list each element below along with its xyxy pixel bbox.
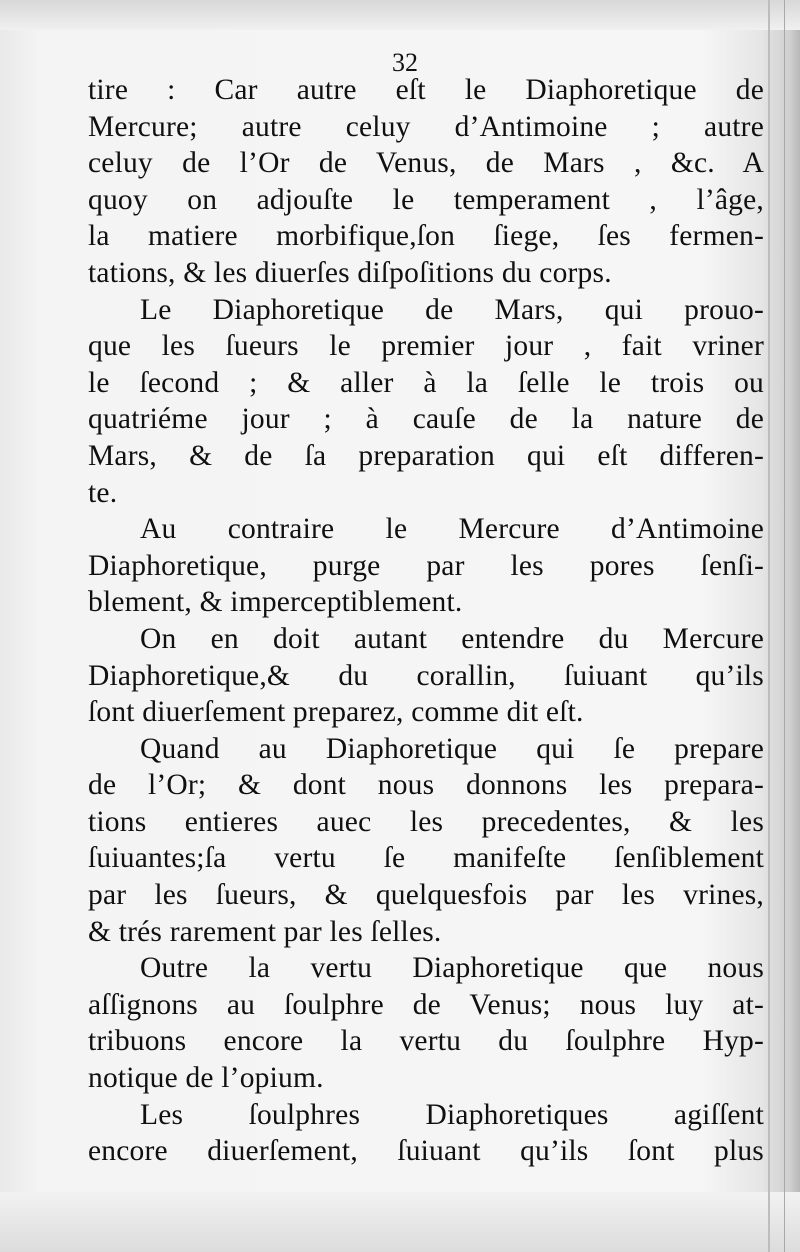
text-line: quoy on adjouſte le temperament , l’âge, bbox=[88, 183, 764, 216]
text-line: encore diuerſement, ſuiuant qu’ils ſont plus bbox=[88, 1135, 764, 1168]
text-line: tribuons encore la vertu du ſoulphre Hyp- bbox=[88, 1025, 764, 1058]
page-gutter-line bbox=[768, 0, 770, 1252]
text-line: Outre la vertu Diaphoretique que nous bbox=[140, 952, 764, 985]
text-line: te. bbox=[88, 476, 118, 509]
text-line: tions entieres auec les precedentes, & les bbox=[88, 805, 764, 838]
text-line: Mars, & de ſa preparation qui eſt differen- bbox=[88, 439, 764, 472]
text-line: Diaphoretique,& du corallin, ſuiuant qu’ils bbox=[88, 659, 764, 692]
page-bottom-shadow bbox=[0, 1192, 800, 1252]
body-text bbox=[88, 72, 764, 1170]
text-line: la matiere morbifique,ſon ſiege, ſes fermen- bbox=[88, 220, 764, 253]
text-line: On en doit autant entendre du Mercure bbox=[140, 622, 764, 655]
text-line: notique de l’opium. bbox=[88, 1062, 324, 1095]
text-line: quatriéme jour ; à cauſe de la nature de bbox=[88, 403, 764, 436]
text-line: Diaphoretique, purge par les pores ſenſi- bbox=[88, 549, 764, 582]
text-line: Le Diaphoretique de Mars, qui prouo- bbox=[140, 293, 764, 326]
text-line: ſont diuerſement preparez, comme dit eſt. bbox=[88, 696, 584, 729]
text-line: tire : Car autre eſt le Diaphoretique de bbox=[88, 74, 764, 106]
page-number: 32 bbox=[392, 48, 418, 77]
text-line: blement, & imperceptiblement. bbox=[88, 586, 463, 619]
text-line: celuy de l’Or de Venus, de Mars , &c. A bbox=[88, 147, 764, 180]
text-line: Quand au Diaphoretique qui ſe prepare bbox=[140, 732, 764, 765]
page-top-shadow bbox=[0, 0, 800, 30]
text-line: ſuiuantes;ſa vertu ſe manifeſte ſenſiblement bbox=[88, 842, 764, 875]
text-line: le ſecond ; & aller à la ſelle le trois ou bbox=[88, 366, 764, 399]
text-line: aſſignons au ſoulphre de Venus; nous luy at- bbox=[88, 988, 764, 1021]
text-line: & trés rarement par les ſelles. bbox=[88, 915, 442, 948]
text-line: Au contraire le Mercure d’Antimoine bbox=[140, 513, 764, 546]
text-line: de l’Or; & dont nous donnons les prepara- bbox=[88, 769, 764, 802]
text-line: Les ſoulphres Diaphoretiques agiſſent bbox=[140, 1098, 764, 1131]
text-line: tations, & les diuerſes diſpoſitions du corps. bbox=[88, 256, 612, 289]
text-line: par les ſueurs, & quelquesfois par les vrines, bbox=[88, 879, 764, 912]
page-edge-line bbox=[784, 0, 785, 1252]
text-line: que les ſueurs le premier jour , fait vriner bbox=[88, 330, 764, 363]
text-line: Mercure; autre celuy d’Antimoine ; autre bbox=[88, 110, 764, 143]
